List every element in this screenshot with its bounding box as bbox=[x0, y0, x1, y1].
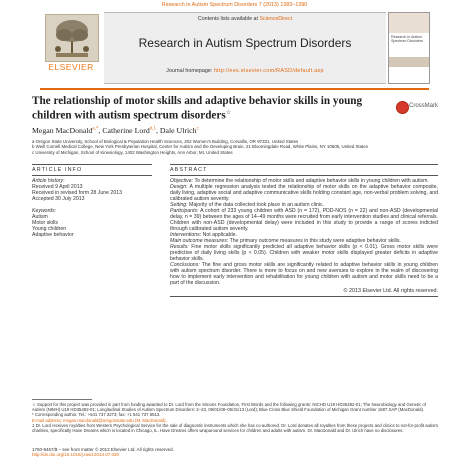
journal-homepage bbox=[104, 68, 386, 74]
keyword: Autism bbox=[32, 214, 48, 221]
abstract-paragraph bbox=[170, 262, 438, 286]
contents-line bbox=[104, 16, 386, 22]
author-name[interactable]: Megan MacDonald bbox=[32, 126, 93, 135]
article-info-top-rule bbox=[32, 164, 152, 165]
footnote: 1 Dr. Lord receives royalties from Western Psychological Service for the sale of diagnostic instruments which she has co-authored. Dr. Lord donates all royalties from these projects and clinics to not-for-profit autism charities, specifically Have Dreams which is located in Chicago, IL. Have Dreams offers wraparound services for children and adults with autism. Dr. MacDonald and Dr. Ulrich have no disclosures. bbox=[32, 422, 438, 434]
doi-link[interactable]: http://dx.doi.org/10.1016/j.rasd.2013.07.020 bbox=[32, 452, 120, 458]
abstract-paragraph bbox=[170, 184, 438, 202]
cover-title: Research in Autism Spectrum Disorders bbox=[391, 35, 423, 44]
sciencedirect-link[interactable]: ScienceDirect bbox=[259, 16, 293, 22]
elsevier-logo[interactable] bbox=[40, 12, 102, 82]
affiliation-line: b Weill Cornell Medical College, New York Presbyterian Hospital, Center for Autism and the Developing Brain, 21 Bloomingdale Road, White Plains, NY 10605, United States bbox=[32, 144, 368, 150]
abstract-text: A cohort of 233 young children with ASD (n = 172), PDD-NOS (n = 22) and non-ASD (developmental delay, n = 39) between the ages of 14–49 months were recruited from early intervention studies and clinical referrals. Children with non-ASD (developmental delay) were included in this study to provide a range of scores indicted through calibrated autism severity. bbox=[170, 208, 438, 233]
abstract-label: Results: bbox=[170, 244, 189, 251]
contents-prefix: Contents lists available at bbox=[197, 16, 258, 22]
history-item: Received in revised form 28 June 2013 bbox=[32, 190, 122, 197]
issn-block bbox=[32, 447, 438, 458]
keywords-label: Keywords: bbox=[32, 208, 57, 215]
issn-line: 1750-9467/$ – see front matter © 2013 Elsevier Ltd. All rights reserved. bbox=[32, 447, 174, 452]
keyword: Motor skills bbox=[32, 220, 58, 227]
affiliations bbox=[32, 139, 442, 155]
keyword: Young children bbox=[32, 226, 67, 233]
cover-footer-band bbox=[389, 57, 429, 67]
article-info-heading: ARTICLE INFO bbox=[32, 166, 83, 173]
author-list: Megan MacDonald$^{a,*}$, Catherine Lord$^{b,1}$, Dale Ulrich$^c$ bbox=[32, 126, 199, 135]
abstract-label: Participants: bbox=[170, 208, 199, 215]
abstract-text: The primary outcome measures in this study were adaptive behavior skills. bbox=[229, 238, 401, 245]
abstract-bottom-rule bbox=[170, 296, 438, 297]
abstract-label: Interventions: bbox=[170, 232, 202, 239]
abstract-text: Majority of the data collected took place in an autism clinic. bbox=[189, 202, 324, 209]
abstract-text: Fine motor skills significantly predicted all adaptive behavior skills (p < 0.01). Gross motor skills were predictive of daily living skills (p < 0.05). Children with weaker motor skills displayed greater deficits in adaptive behavior skills. bbox=[170, 244, 438, 263]
crossmark-icon bbox=[396, 101, 409, 114]
footnote: * Corresponding author. Tel.: +541 737 3273; fax: +1 541 737 5513. bbox=[32, 412, 161, 418]
abstract-text: Not applicable. bbox=[202, 232, 237, 239]
journal-title: Research in Autism Spectrum Disorders bbox=[138, 36, 352, 50]
abstract-label: Objective: bbox=[170, 178, 194, 185]
abstract-label: Design: bbox=[170, 184, 188, 191]
article-title bbox=[32, 95, 372, 123]
abstract-text: To determine the relationship of motor skills and adaptive behavior skills in young children with autism. bbox=[194, 178, 429, 185]
affiliation-line: c University of Michigan, School of Kinesiology, 1402 Washington Heights, Ann Arbor, MI, United States bbox=[32, 149, 233, 155]
history-item: Received 9 April 2013 bbox=[32, 184, 83, 191]
abstract-label: Main outcome measures: bbox=[170, 238, 229, 245]
author-marks: c bbox=[196, 126, 199, 132]
author-name[interactable]: Catherine Lord bbox=[102, 126, 150, 135]
history-label: Article history: bbox=[32, 178, 65, 185]
abstract-heading: ABSTRACT bbox=[170, 166, 208, 173]
affiliation-line: a Oregon State University, School of Biological & Population Health Sciences, 202 Women's Building, Corvallis, OR 97331, United States bbox=[32, 139, 299, 144]
abstract-top-rule bbox=[170, 164, 438, 165]
footnote-email[interactable]: E-mail address: megan.macdonald@oregonstate.edu (M. MacDonald). bbox=[32, 417, 167, 423]
footnotes bbox=[32, 402, 438, 433]
abstract-paragraph bbox=[170, 208, 438, 232]
article-info-rule bbox=[32, 175, 152, 176]
footnote: ☆ Support for this project was provided in part from funding awarded to Dr. Lord from the Simons Foundation, First Words and the following grants: NICHD U19 HD35482-01; The Neurobiology and Genetic of Autism (NIMH) U19 HD35482-01; Longitudinal Studies of Autism Spectrum Disorders: 2–23, 09/01/08–05/31/13 (Lord); Blue Cross Blue Shield Foundation of Michigan Grant number 1687.SAP (MacDonald). bbox=[32, 402, 426, 413]
abstract-rule bbox=[170, 175, 438, 176]
elsevier-tree-icon bbox=[45, 14, 99, 62]
publisher-name: ELSEVIER bbox=[48, 62, 94, 72]
history-item: Accepted 30 July 2013 bbox=[32, 196, 85, 203]
abstract-text: The fine and gross motor skills are significantly related to adaptive behavior skills in young children with autism spectrum disorder. There is more to focus on and new avenues to explore in the realm of discovering how to implement early intervention and rehabilitation for young children with autism and motor skills need to be a part of the discussion. bbox=[170, 262, 438, 287]
abstract-body bbox=[170, 178, 438, 286]
footnote-divider bbox=[32, 399, 92, 400]
crossmark-label: CrossMark bbox=[409, 103, 439, 109]
abstract-label: Setting: bbox=[170, 202, 188, 209]
journal-cover-thumbnail[interactable] bbox=[388, 12, 430, 84]
author-marks: b,1 bbox=[149, 126, 156, 132]
homepage-label: Journal homepage: bbox=[166, 68, 213, 74]
author-name[interactable]: Dale Ulrich bbox=[159, 126, 197, 135]
abstract-paragraph bbox=[170, 244, 438, 262]
homepage-link[interactable]: http://ees.elsevier.com/RASD/default.asp bbox=[213, 68, 324, 74]
abstract-label: Conclusions: bbox=[170, 262, 200, 269]
header-divider bbox=[40, 88, 429, 90]
keyword: Adaptive behavior bbox=[32, 232, 74, 239]
journal-header bbox=[104, 12, 386, 84]
journal-citation: Research in Autism Spectrum Disorders 7 (2013) 1383–1390 bbox=[161, 2, 308, 8]
cover-header-band bbox=[389, 13, 429, 33]
article-info bbox=[32, 164, 152, 238]
abstract-text: A multiple regression analysis tested the relationship of motor skills on the adaptive behavior composite, daily living, adaptive social and adaptive communicative skills holding constant age, non-verbal problem solving, and calibrated autism severity. bbox=[170, 184, 438, 203]
title-footnote-mark[interactable]: ☆ bbox=[225, 110, 232, 117]
author-marks: a,* bbox=[92, 126, 99, 132]
abstract-section bbox=[170, 164, 438, 297]
article-title-text: The relationship of motor skills and adaptive behavior skills in young children with autism spectrum disorders bbox=[32, 95, 363, 123]
crossmark-badge[interactable] bbox=[396, 101, 439, 117]
copyright-notice: © 2013 Elsevier Ltd. All rights reserved. bbox=[343, 288, 438, 295]
